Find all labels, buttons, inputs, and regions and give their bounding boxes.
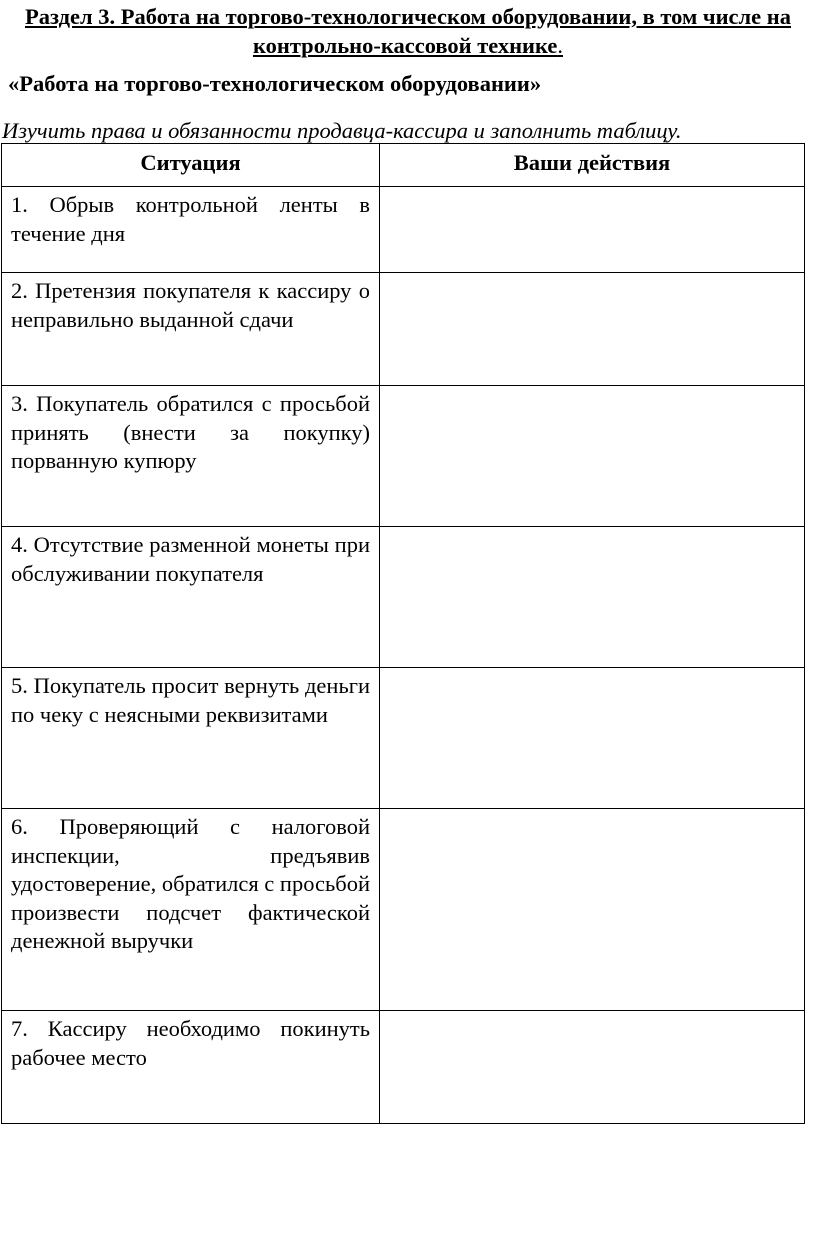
table-row [2,273,805,386]
actions-cell[interactable] [380,1011,805,1124]
actions-cell[interactable] [380,187,805,273]
table-header-row [2,144,805,187]
situations-table [1,143,805,1124]
table-row [2,809,805,1011]
situation-cell: 1. Обрыв контрольной ленты в течение дня [2,187,380,273]
table-row [2,527,805,668]
actions-cell[interactable] [380,527,805,668]
actions-cell[interactable] [380,668,805,809]
table-row [2,386,805,527]
situation-cell: 5. Покупатель просит вернуть деньги по чеку с неясными реквизитами [2,668,380,809]
section-title-tail: . [557,33,564,58]
subtitle: «Работа на торгово-технологическом оборудовании» [8,71,542,96]
section-title-text: Раздел 3. Работа на торгово-технологическом оборудовании, в том числе на контрольно-кассовой технике [25,4,791,58]
situation-cell: 7. Кассиру необходимо покинуть рабочее место [2,1011,380,1124]
actions-cell[interactable] [380,273,805,386]
actions-cell[interactable] [380,386,805,527]
section-title [4,2,812,60]
situation-cell: 3. Покупатель обратился с просьбой принять (внести за покупку) порванную купюру [2,386,380,527]
header-actions: Ваши действия [380,144,805,187]
situation-cell: 6. Проверяющий с налоговой инспекции, предъявив удостоверение, обратился с просьбой произвести подсчет фактической денежной выручки [2,809,380,1011]
table-row [2,668,805,809]
actions-cell[interactable] [380,809,805,1011]
table-row [2,1011,805,1124]
header-situation: Ситуация [2,144,380,187]
table-row [2,187,805,273]
situation-cell: 4. Отсутствие разменной монеты при обслуживании покупателя [2,527,380,668]
situation-cell: 2. Претензия покупателя к кассиру о неправильно выданной сдачи [2,273,380,386]
instruction-text: Изучить права и обязанности продавца-кассира и заполнить таблицу. [2,118,682,143]
